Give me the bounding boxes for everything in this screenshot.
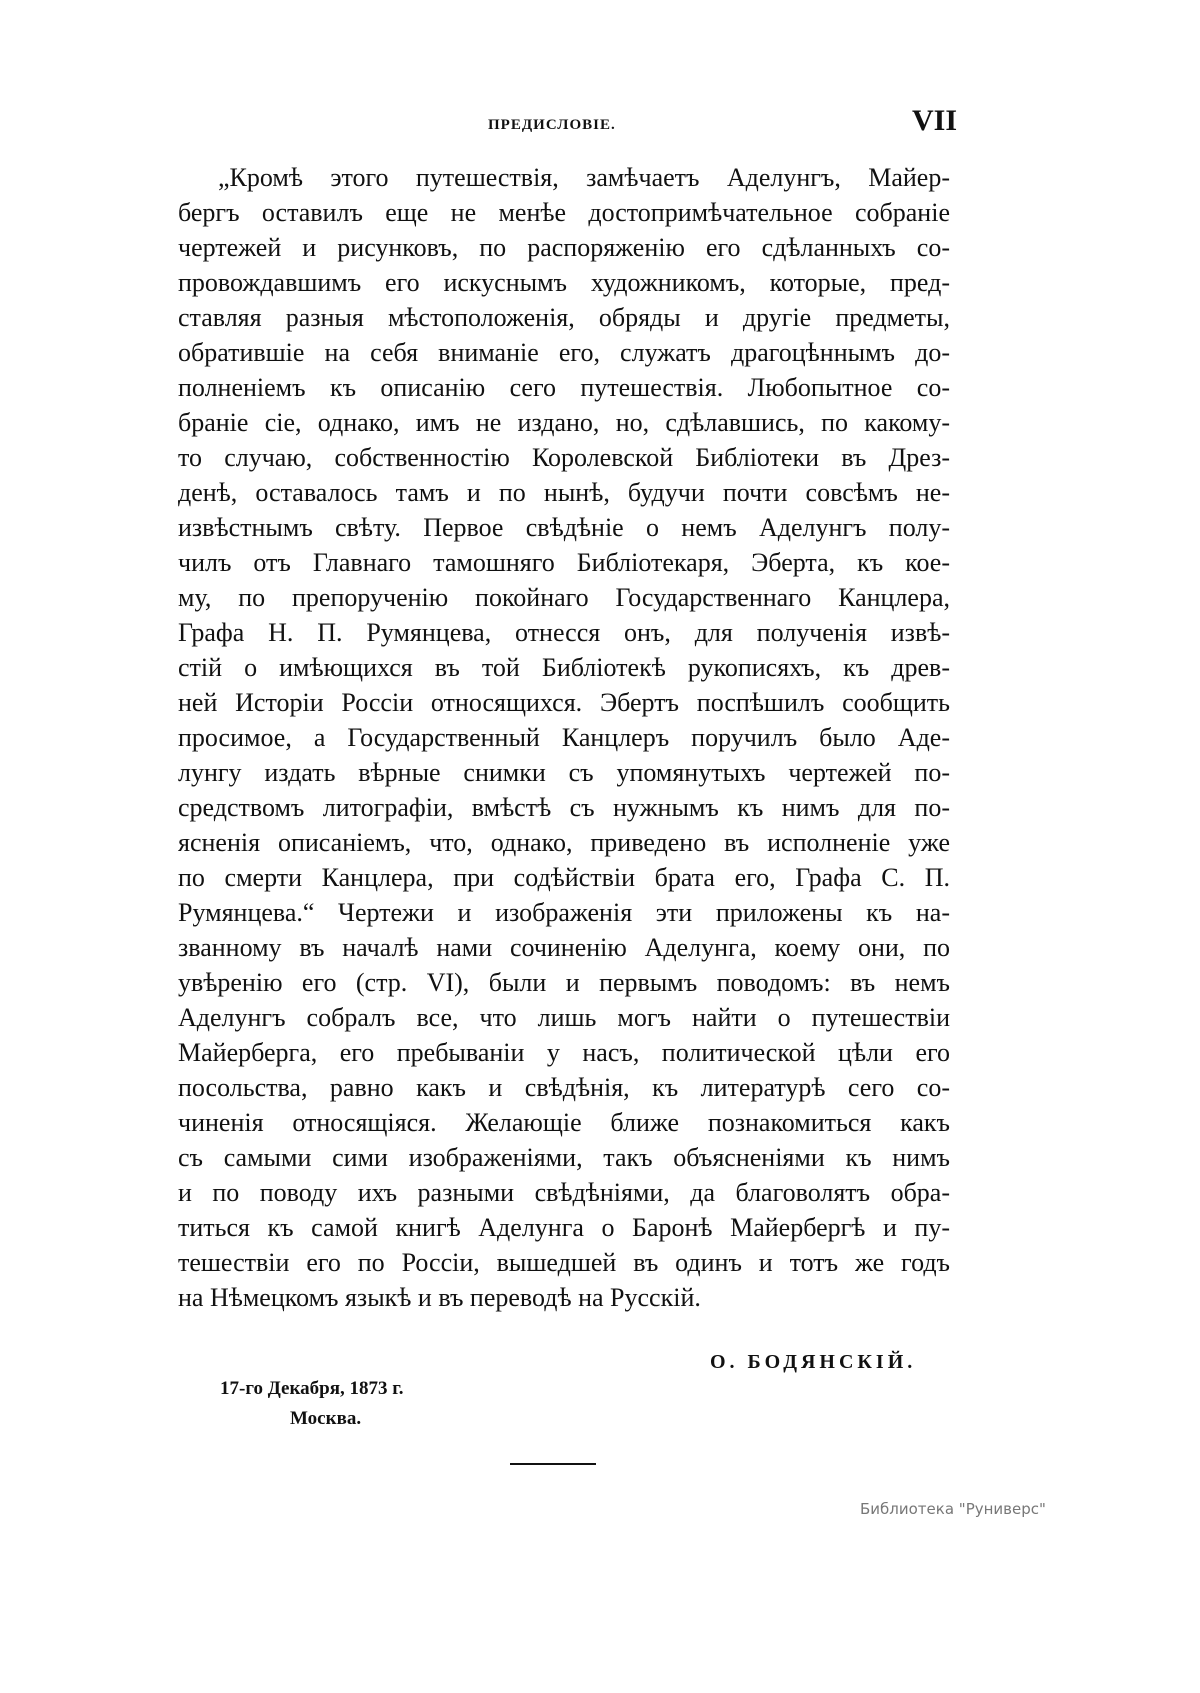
- text-line: то случаю, собственностію Королевской Библіотеки въ Дрез-: [178, 443, 950, 472]
- text-line: съ самыми сими изображеніями, такъ объясненіями къ нимъ: [178, 1143, 950, 1172]
- text-line: увѣренію его (стр. VI), были и первымъ поводомъ: въ немъ: [178, 968, 950, 997]
- text-line: Майерберга, его пребываніи у насъ, политической цѣли его: [178, 1038, 950, 1067]
- text-line: денѣ, оставалось тамъ и по нынѣ, будучи почти совсѣмъ не-: [178, 478, 950, 507]
- text-line: обратившіе на себя вниманіе его, служатъ драгоцѣннымъ до-: [178, 338, 950, 367]
- text-line: полненіемъ къ описанію сего путешествія. Любопытное со-: [178, 373, 950, 402]
- text-line: посольства, равно какъ и свѣдѣнія, къ литературѣ сего со-: [178, 1073, 950, 1102]
- place-line: Москва.: [290, 1408, 362, 1429]
- text-line: браніе сіе, однако, имъ не издано, но, сдѣлавшись, по какому-: [178, 408, 950, 437]
- text-line: ставляя разныя мѣстоположенія, обряды и другіе предметы,: [178, 303, 950, 332]
- page-number: VII: [912, 104, 958, 137]
- text-line: по смерти Канцлера, при содѣйствіи брата его, Графа С. П.: [178, 863, 950, 892]
- text-line: лунгу издать вѣрные снимки съ упомянутыхъ чертежей по-: [178, 758, 950, 787]
- text-line: тешествіи его по Россіи, вышедшей въ одинъ и тотъ же годъ: [178, 1248, 950, 1277]
- text-line: извѣстнымъ свѣту. Первое свѣдѣніе о немъ Аделунгъ полу-: [178, 513, 950, 542]
- author-signature: О. БОДЯНСКІЙ.: [710, 1351, 917, 1373]
- text-line: и по поводу ихъ разными свѣдѣніями, да благоволятъ обра-: [178, 1178, 950, 1207]
- text-line: чиненія относящіяся. Желающіе ближе познакомиться какъ: [178, 1108, 950, 1137]
- date-line: 17-го Декабря, 1873 г.: [220, 1378, 404, 1399]
- text-line: провождавшимъ его искуснымъ художникомъ, которые, пред-: [178, 268, 950, 297]
- closing-rule: [510, 1463, 596, 1465]
- text-line: на Нѣмецкомъ языкѣ и въ переводѣ на Русскій.: [178, 1283, 701, 1312]
- text-line: „Кромѣ этого путешествія, замѣчаетъ Аделунгъ, Майер-: [218, 163, 950, 192]
- text-line: Аделунгъ собралъ все, что лишь могъ найти о путешествіи: [178, 1003, 950, 1032]
- text-line: титься къ самой книгѣ Аделунга о Баронѣ Майербергѣ и пу-: [178, 1213, 950, 1242]
- text-line: средствомъ литографіи, вмѣстѣ съ нужнымъ къ нимъ для по-: [178, 793, 950, 822]
- text-line: ней Исторіи Россіи относящихся. Эбертъ поспѣшилъ сообщить: [178, 688, 950, 717]
- text-line: ясненія описаніемъ, что, однако, приведено въ исполненіе уже: [178, 828, 950, 857]
- text-line: чилъ отъ Главнаго тамошняго Библіотекаря, Эберта, къ кое-: [178, 548, 950, 577]
- text-line: Румянцева.“ Чертежи и изображенія эти приложены къ на-: [178, 898, 950, 927]
- text-line: чертежей и рисунковъ, по распоряженію его сдѣланныхъ со-: [178, 233, 950, 262]
- running-header: ПРЕДИСЛОВІЕ.: [488, 117, 616, 133]
- text-line: Графа Н. П. Румянцева, отнесся онъ, для полученія извѣ-: [178, 618, 950, 647]
- body-text: [178, 160, 950, 1315]
- text-line: просимое, а Государственный Канцлеръ поручилъ было Аде-: [178, 723, 950, 752]
- text-line: стій о имѣющихся въ той Библіотекѣ рукописяхъ, къ древ-: [178, 653, 950, 682]
- library-watermark: Библиотека "Руниверс": [860, 1500, 1046, 1518]
- text-line: му, по препорученію покойнаго Государственнаго Канцлера,: [178, 583, 950, 612]
- text-line: званному въ началѣ нами сочиненію Аделунга, коему они, по: [178, 933, 950, 962]
- text-line: бергъ оставилъ еще не менѣе достопримѣчательное собраніе: [178, 198, 950, 227]
